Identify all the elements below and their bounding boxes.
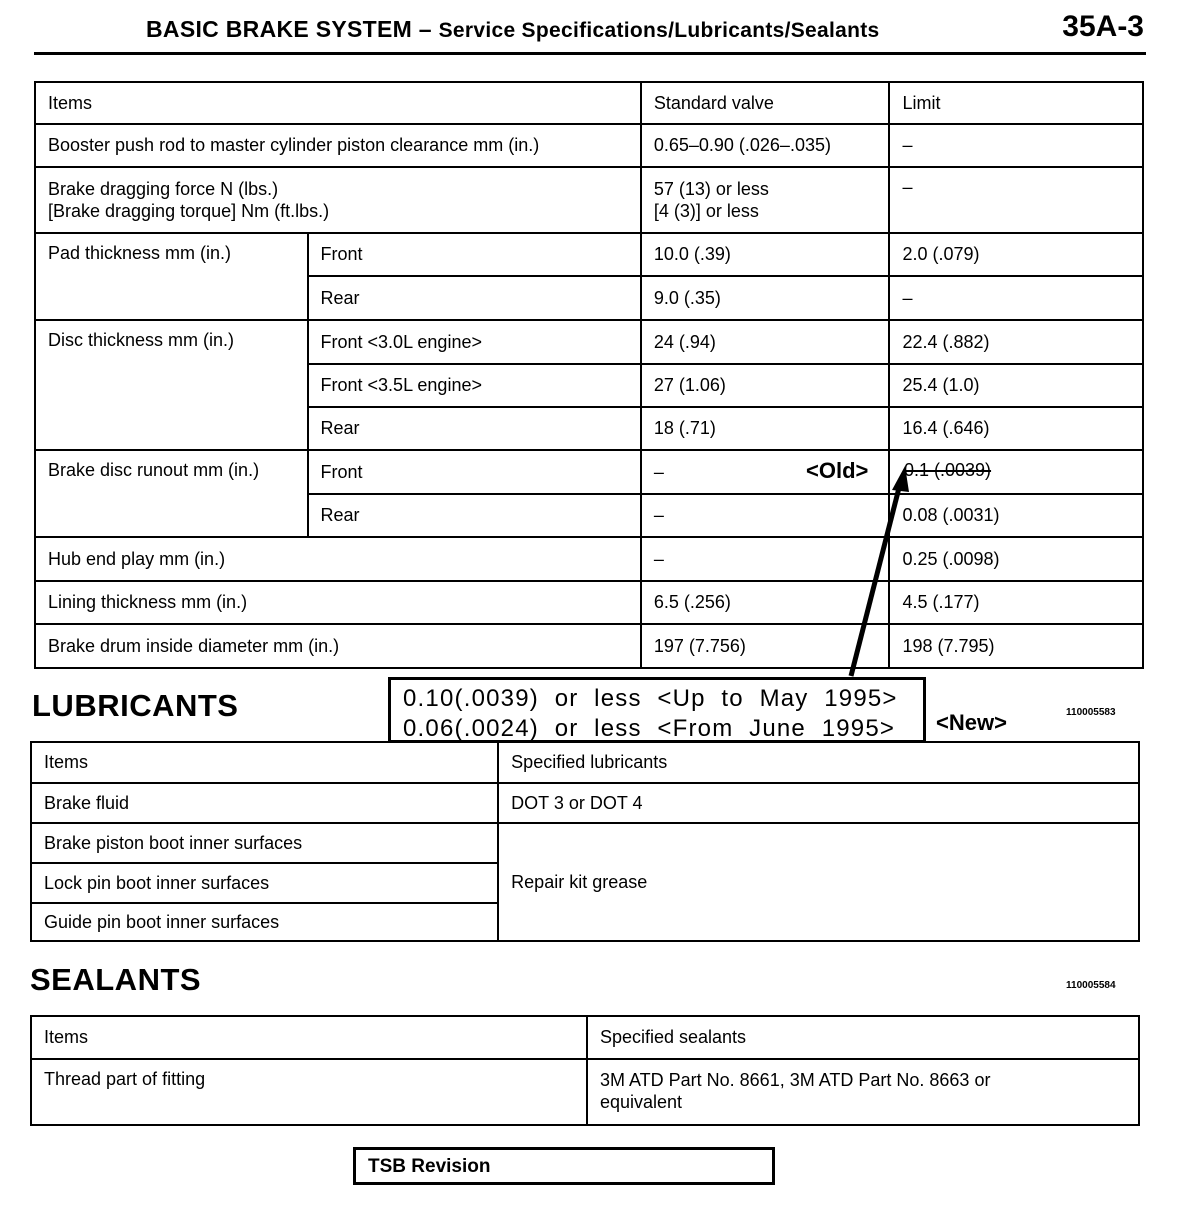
hub-limit: 0.25 (.0098) — [889, 537, 1143, 581]
dragging-limit: – — [889, 167, 1143, 233]
title-separator: – — [418, 16, 432, 42]
pad-front-position: Front — [308, 233, 641, 276]
runout-rear-standard: – — [641, 494, 890, 537]
dragging-standard-line1: 57 (13) or less — [653, 179, 769, 199]
header-limit: Limit — [889, 82, 1143, 124]
sealants-figure-code: 110005584 — [1066, 980, 1116, 991]
disc-rear-position: Rear — [308, 407, 641, 450]
new-label: <New> — [936, 710, 1007, 735]
pad-front-standard: 10.0 (.39) — [641, 233, 890, 276]
lubricants-header-specified: Specified lubricants — [498, 742, 1139, 783]
drum-standard: 197 (7.756) — [641, 624, 890, 668]
booster-standard: 0.65–0.90 (.026–.035) — [641, 124, 890, 167]
sealants-title: SEALANTS — [30, 962, 202, 997]
sealants-header-items: Items — [31, 1016, 587, 1059]
disc-rear-limit: 16.4 (.646) — [889, 407, 1143, 450]
brake-fluid-item: Brake fluid — [31, 783, 498, 823]
thread-fitting-item: Thread part of fitting — [31, 1059, 587, 1125]
lining-item: Lining thickness mm (in.) — [35, 581, 641, 624]
title-main: BASIC BRAKE SYSTEM — [146, 16, 413, 42]
sealant-value-line1: 3M ATD Part No. 8661, 3M ATD Part No. 8663 or — [599, 1070, 991, 1090]
disc-front35-position: Front <3.5L engine> — [308, 364, 641, 407]
dragging-standard-line2: [4 (3)] or less — [653, 201, 759, 221]
booster-limit: – — [889, 124, 1143, 167]
pad-rear-position: Rear — [308, 276, 641, 320]
repair-kit-grease-value: Repair kit grease — [498, 823, 1139, 941]
runout-rear-position: Rear — [308, 494, 641, 537]
lining-limit: 4.5 (.177) — [889, 581, 1143, 624]
hub-standard: – — [641, 537, 890, 581]
header-standard: Standard valve — [641, 82, 890, 124]
lubricants-header-items: Items — [31, 742, 498, 783]
arrow-shaft — [851, 484, 900, 676]
disc-front35-standard: 27 (1.06) — [641, 364, 890, 407]
runout-item: Brake disc runout mm (in.) — [35, 450, 308, 537]
drum-item: Brake drum inside diameter mm (in.) — [35, 624, 641, 668]
guide-pin-boot-item: Guide pin boot inner surfaces — [31, 903, 498, 941]
dragging-item-line2: [Brake dragging torque] Nm (ft.lbs.) — [48, 201, 330, 221]
lubricants-title: LUBRICANTS — [32, 688, 239, 723]
revision-callout — [388, 677, 926, 743]
dragging-item-line1: Brake dragging force N (lbs.) — [48, 179, 279, 199]
brake-fluid-value: DOT 3 or DOT 4 — [498, 783, 1139, 823]
header-items: Items — [35, 82, 641, 124]
lubricants-figure-code: 110005583 — [1066, 707, 1116, 718]
disc-rear-standard: 18 (.71) — [641, 407, 890, 450]
lock-pin-boot-item: Lock pin boot inner surfaces — [31, 863, 498, 903]
disc-front30-standard: 24 (.94) — [641, 320, 890, 364]
runout-front-position: Front — [308, 450, 641, 494]
runout-rear-limit: 0.08 (.0031) — [889, 494, 1143, 537]
disc-item: Disc thickness mm (in.) — [35, 320, 308, 450]
disc-front35-limit: 25.4 (1.0) — [889, 364, 1143, 407]
sealants-header-specified: Specified sealants — [587, 1016, 1139, 1059]
lining-standard: 6.5 (.256) — [641, 581, 890, 624]
pad-front-limit: 2.0 (.079) — [889, 233, 1143, 276]
drum-limit: 198 (7.795) — [889, 624, 1143, 668]
tsb-revision-box: TSB Revision — [353, 1147, 775, 1185]
revision-line2: 0.06(.0024) or less <From June 1995> — [403, 715, 896, 742]
page-number: 35A-3 — [1062, 10, 1144, 43]
revision-line1: 0.10(.0039) or less <Up to May 1995> — [403, 685, 898, 712]
runout-front-standard: – — [641, 450, 890, 494]
sealant-value-line2: equivalent — [599, 1092, 683, 1112]
hub-item: Hub end play mm (in.) — [35, 537, 641, 581]
pad-rear-limit: – — [889, 276, 1143, 320]
disc-front30-limit: 22.4 (.882) — [889, 320, 1143, 364]
booster-item: Booster push rod to master cylinder piston clearance mm (in.) — [35, 124, 641, 167]
old-label: <Old> — [806, 458, 869, 483]
piston-boot-item: Brake piston boot inner surfaces — [31, 823, 498, 863]
pad-rear-standard: 9.0 (.35) — [641, 276, 890, 320]
title-subtitle: Service Specifications/Lubricants/Sealants — [438, 19, 880, 42]
disc-front30-position: Front <3.0L engine> — [308, 320, 641, 364]
pad-item: Pad thickness mm (in.) — [35, 233, 308, 320]
runout-front-limit-old-value: 0.1 (.0039) — [904, 460, 992, 480]
